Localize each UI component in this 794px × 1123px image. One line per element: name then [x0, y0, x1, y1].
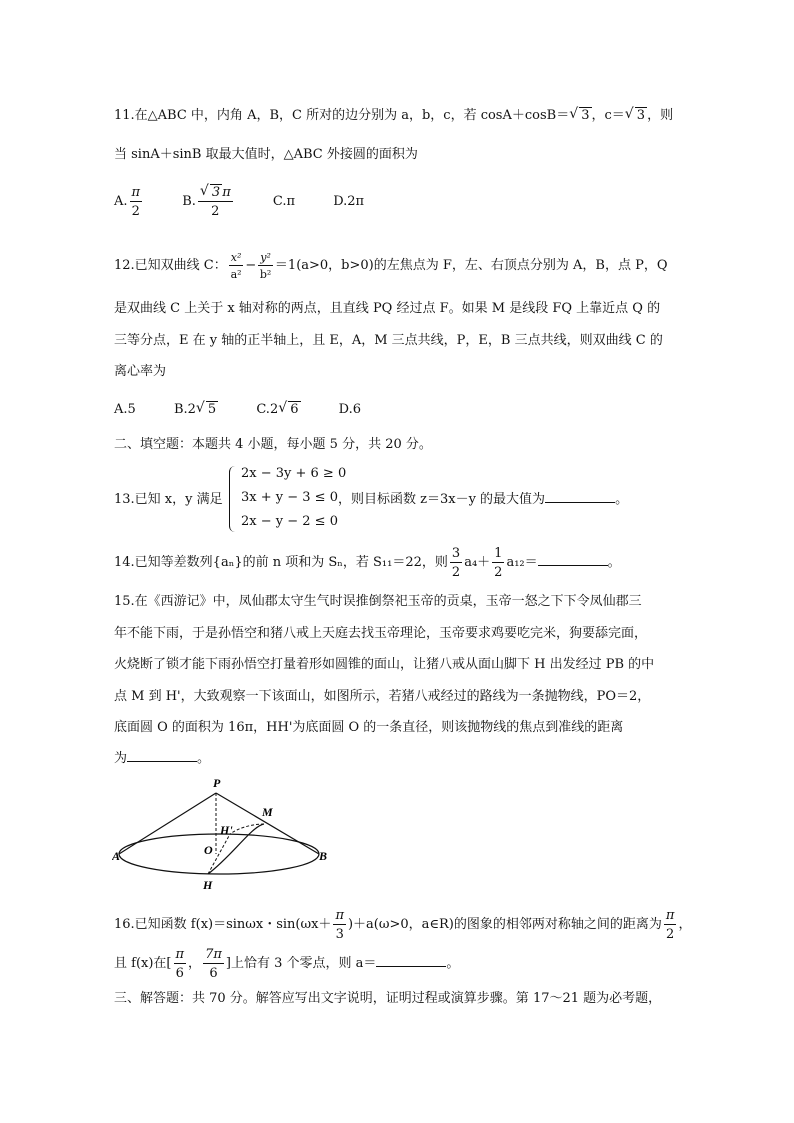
- q11-option-d: D.2π: [333, 194, 365, 209]
- q16-line1: 16.已知函数 f(x)＝sinωx・sin(ωx＋ $\frac{\pi}{3}$ )＋a(ω>0，a∈R)的图象的相邻两对称轴之间的距离为 $\frac{\pi}{2}$ ，: [114, 907, 692, 942]
- q14-line: 14.已知等差数列{aₙ}的前 n 项和为 Sₙ，若 S₁₁＝22，则 $\frac{3}{2}$ a₄＋ $\frac{1}{2}$ a₁₂＝ 。: [114, 545, 621, 580]
- q12-line4: 离心率为: [114, 364, 167, 379]
- sqrt-3-c: √ 3: [625, 106, 647, 126]
- answer-blank: [538, 553, 608, 566]
- cone-figure: [112, 776, 342, 896]
- section-3-heading: 三、解答题：共 70 分。解答应写出文字说明，证明过程或演算步骤。第 17～21 题为必考题，: [114, 991, 662, 1006]
- q15-line3: 火烧断了锁才能下雨孙悟空打量着形如圆锥的面山，让猪八戒从面山脚下 H 出发经过 PB 的中: [114, 657, 655, 672]
- q12-line1: 12.已知双曲线 C： $\frac{\text{x²}}{\text{a²}}$ − $\frac{\text{y²}}{\text{b²}}$ ＝1(a>0，b>0)的左焦点为 F，左、右顶点分别为 A，B，点 P，Q: [114, 250, 668, 281]
- cone-generatrix-pa: [119, 793, 216, 854]
- q12-option-b: B.2√ 5: [174, 400, 218, 420]
- label-m: M: [262, 805, 273, 819]
- label-b: B: [319, 849, 328, 863]
- q11-option-c: C.π: [272, 194, 296, 209]
- label-h-prime: H': [220, 823, 233, 837]
- q11-line2: 当 sinA＋sinB 取最大值时，△ABC 外接圆的面积为: [114, 147, 418, 162]
- q15-line4: 点 M 到 H'，大致观察一下该面山，如图所示，若猪八戒经过的路线为一条抛物线，PO＝2，: [114, 689, 651, 704]
- q12-option-c: C.2√ 6: [256, 400, 300, 420]
- q15-line5: 底面圆 O 的面积为 16π，HH'为底面圆 O 的一条直径，则该抛物线的焦点到准线的距离: [114, 720, 624, 735]
- label-o: O: [204, 843, 213, 857]
- q16-line2: 且 f(x)在[ $\frac{\pi}{6}$ ， $\frac{7\pi}{6}$ ]上恰有 3 个零点，则 a＝ 。: [114, 946, 460, 981]
- q12-option-a: A.5: [114, 402, 136, 417]
- q12-line2: 是双曲线 C 上关于 x 轴对称的两点，且直线 PQ 经过点 F。如果 M 是线段 FQ 上靠近点 Q 的: [114, 301, 661, 316]
- q15-line1: 15.在《西游记》中，凤仙郡太守生气时误推倒祭祀玉帝的贡桌，玉帝一怒之下下令凤仙郡三: [114, 594, 642, 609]
- q12-line3: 三等分点，E 在 y 轴的正半轴上，且 E，A，M 三点共线，P，E，B 三点共线，则双曲线 C 的: [114, 333, 663, 348]
- label-p: P: [213, 776, 221, 790]
- q12-options: [114, 400, 395, 420]
- q15-line6: 为 。: [114, 751, 211, 766]
- label-a: A: [112, 849, 121, 863]
- q12-option-d: D.6: [338, 402, 362, 417]
- q15-line2: 年不能下雨，于是孙悟空和猪八戒上天庭去找玉帝理论，玉帝要求鸡要吃完米，狗要舔完面，: [114, 626, 648, 641]
- section-2-heading: 二、填空题：本题共 4 小题，每小题 5 分，共 20 分。: [114, 437, 432, 452]
- answer-blank: [545, 490, 615, 503]
- answer-blank: [376, 954, 446, 967]
- q13-prefix: 13.已知 x，y 满足: [114, 492, 223, 507]
- q11-option-b: B. √ $\frac{3 \pi}{2}$: [182, 182, 235, 222]
- q11-options: [114, 182, 398, 222]
- answer-blank: [127, 749, 197, 762]
- left-brace-icon: [229, 466, 238, 532]
- q13-suffix: ，则目标函数 z＝3x－y 的最大值为 。: [338, 492, 629, 507]
- q11-line1: 11.在△ABC 中，内角 A，B，C 所对的边分别为 a，b，c，若 cosA＋cosB＝√ 3 ，c＝√ 3 ，则: [114, 106, 673, 126]
- label-h: H: [203, 878, 213, 892]
- sqrt-3: √ 3: [569, 106, 591, 126]
- q11-option-a: A. $\frac{\pi}{2}$: [114, 184, 141, 219]
